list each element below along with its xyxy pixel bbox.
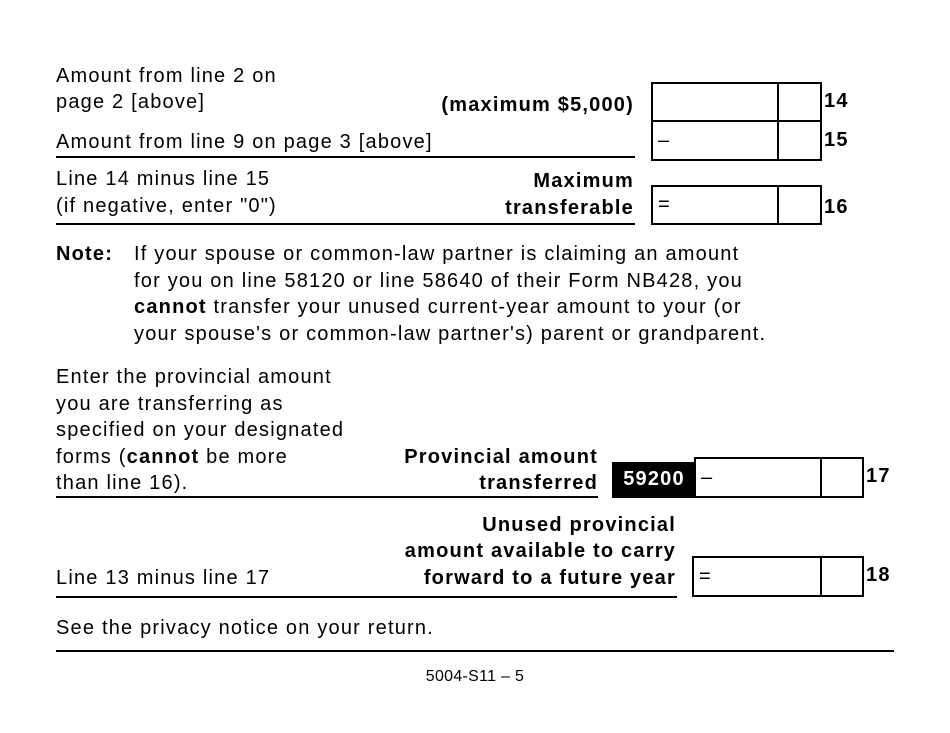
line18-label-1: Unused provincial — [482, 514, 676, 536]
line15-input[interactable] — [651, 120, 822, 161]
line16-desc-1: Line 14 minus line 15 — [56, 168, 271, 190]
line17-input[interactable] — [694, 457, 864, 498]
line-code-59200: 59200 — [612, 462, 696, 498]
line17-desc-2: you are transferring as — [56, 393, 284, 415]
page-number: 5004-S11 – 5 — [425, 668, 525, 685]
note-line-3-text: transfer your unused current-year amount to your (or — [206, 296, 742, 318]
line14-desc-2: page 2 [above] — [56, 91, 206, 113]
line17-desc-3: specified on your designated — [56, 419, 345, 441]
line18-label-2: amount available to carry — [404, 540, 676, 562]
note-label: Note: — [56, 243, 114, 265]
line17-label-2: transferred — [479, 472, 598, 494]
note-line-4: your spouse's or common-law partner's) parent or grandparent. — [134, 323, 767, 345]
divider — [56, 223, 635, 225]
line18-desc: Line 13 minus line 17 — [56, 567, 271, 589]
line-number-15: 15 — [824, 129, 849, 151]
privacy-notice: See the privacy notice on your return. — [56, 617, 435, 639]
line18-label-3: forward to a future year — [423, 567, 676, 589]
line-number-14: 14 — [824, 90, 849, 112]
line16-label-2: transferable — [505, 197, 634, 219]
divider — [56, 596, 677, 598]
note-line-1: If your spouse or common-law partner is claiming an amount — [134, 243, 740, 265]
line14-desc-1: Amount from line 2 on — [56, 65, 277, 87]
line16-label-1: Maximum — [533, 170, 634, 192]
line14-input[interactable] — [651, 82, 822, 122]
note-emphasis: cannot — [134, 296, 207, 318]
line17-desc-4a: forms ( — [56, 446, 127, 468]
line17-emphasis: cannot — [126, 446, 200, 468]
note-line-2: for you on line 58120 or line 58640 of their Form NB428, you — [134, 270, 743, 292]
line-number-18: 18 — [866, 564, 891, 586]
line16-input[interactable] — [651, 185, 822, 225]
minus-sign: – — [658, 129, 671, 151]
line17-desc-4 — [56, 444, 288, 470]
divider — [56, 156, 635, 158]
line17-label-1: Provincial amount — [404, 446, 598, 468]
divider — [56, 496, 598, 498]
line-number-16: 16 — [824, 196, 849, 218]
equals-sign: = — [658, 193, 671, 216]
line-number-17: 17 — [866, 465, 891, 487]
equals-sign: = — [699, 565, 712, 587]
note-line-3 — [134, 294, 742, 320]
line17-desc-1: Enter the provincial amount — [56, 366, 332, 388]
line17-desc-5: than line 16). — [56, 472, 189, 494]
line15-desc: Amount from line 9 on page 3 [above] — [56, 131, 433, 153]
minus-sign: – — [701, 466, 714, 488]
footer-rule — [56, 650, 894, 652]
line18-input[interactable] — [692, 556, 864, 597]
line16-desc-2: (if negative, enter "0") — [56, 195, 277, 217]
line14-qualifier: (maximum $5,000) — [441, 94, 634, 116]
line17-desc-4b: be more — [199, 446, 288, 468]
